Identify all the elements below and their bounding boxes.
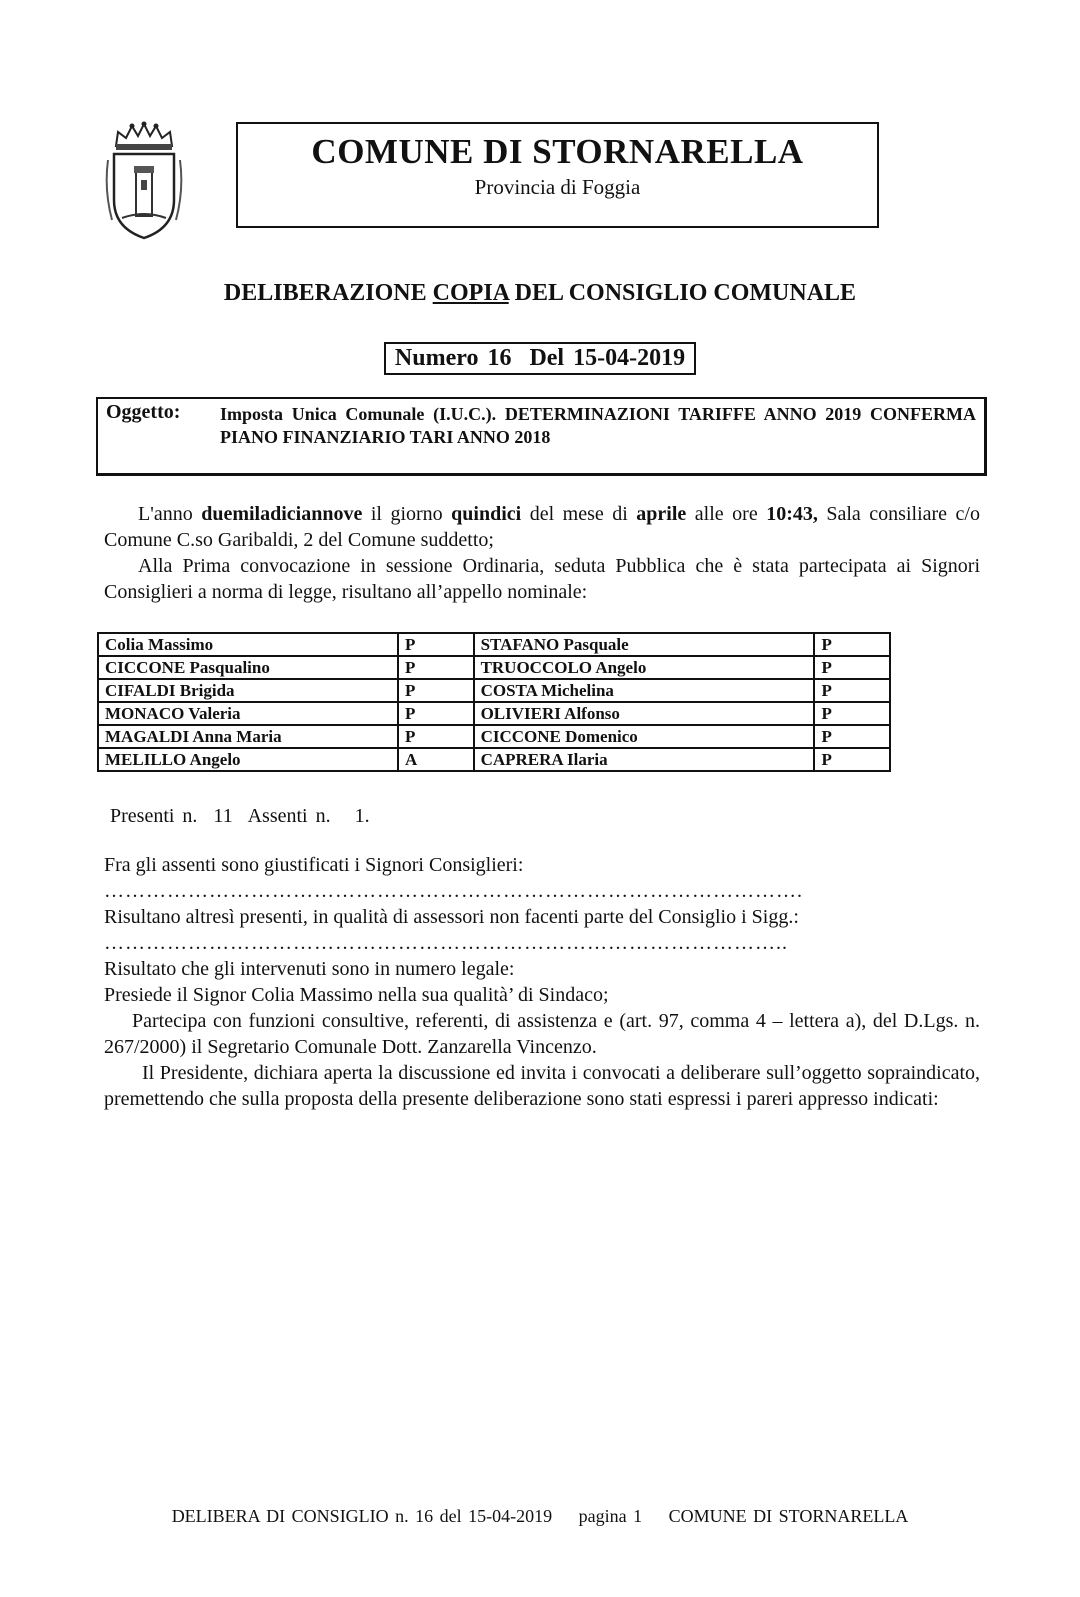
intro-text: del mese di <box>521 503 637 525</box>
discussion-paragraph <box>104 1060 980 1112</box>
attendance-row <box>98 679 890 702</box>
coat-of-arms-icon <box>104 120 184 242</box>
province-subtitle: Provincia di Foggia <box>474 175 641 199</box>
attendance-status: P <box>398 725 474 748</box>
councillor-name: COSTA Michelina <box>474 679 815 702</box>
body-section <box>104 852 980 1112</box>
page-footer <box>0 1506 1080 1527</box>
intro-year: duemiladiciannove <box>201 503 363 525</box>
secretary-text: Partecipa con funzioni consultive, referenti, di assistenza e (art. 97, comma 4 – lettera a), del D.Lgs. n. 267/2000) il Segretario Comunale Dott. Zanzarella Vincenzo. <box>104 1010 980 1058</box>
deliberation-title-part1: DELIBERAZIONE <box>223 280 433 306</box>
quorum-line: Risultato che gli intervenuti sono in numero legale: <box>104 958 515 980</box>
attendance-row <box>98 725 890 748</box>
intro-text: Sala consiliare c/o Comune C.so Garibaldi, 2 del Comune suddetto; <box>104 503 980 551</box>
councillor-name: MELILLO Angelo <box>98 748 398 771</box>
deliberation-title-part3: DEL CONSIGLIO COMUNALE <box>508 280 857 306</box>
attendance-status: P <box>398 656 474 679</box>
footer-municipality: COMUNE DI STORNARELLA <box>668 1506 909 1526</box>
attendance-row <box>98 748 890 771</box>
discussion-text: Il Presidente, dichiara aperta la discussione ed invita i convocati a deliberare sull’oggetto sopraindicato, premettendo che sulla proposta della presente deliberazione sono stati espressi i pareri appresso indicati: <box>104 1062 980 1110</box>
intro-text: il giorno <box>362 503 452 525</box>
intro-section <box>104 501 980 605</box>
president-line: Presiede il Signor Colia Massimo nella sua qualità’ di Sindaco; <box>104 984 609 1006</box>
attendance-status: P <box>398 679 474 702</box>
councillor-name: CICCONE Domenico <box>474 725 815 748</box>
footer-reference: DELIBERA DI CONSIGLIO n. 16 del 15-04-2019 <box>171 1506 553 1526</box>
attendance-table <box>97 632 891 772</box>
secretary-paragraph <box>104 1008 980 1060</box>
intro-time: 10:43, <box>766 503 818 525</box>
subject-box <box>96 397 987 476</box>
attendance-status: A <box>398 748 474 771</box>
attendance-status: P <box>398 702 474 725</box>
footer-page-number: pagina 1 <box>578 1506 643 1526</box>
attendance-row <box>98 633 890 656</box>
intro-month: aprile <box>636 503 687 525</box>
intro-paragraph-1 <box>104 501 980 553</box>
attendance-status: P <box>814 748 890 771</box>
attendance-row <box>98 702 890 725</box>
intro-day: quindici <box>451 503 522 525</box>
intro-text: L'anno <box>138 503 202 525</box>
dotted-line: …………………………………………………………………………………….. <box>104 932 788 954</box>
councillor-name: STAFANO Pasquale <box>474 633 815 656</box>
councillor-name: MONACO Valeria <box>98 702 398 725</box>
councillor-name: CAPRERA Ilaria <box>474 748 815 771</box>
councillor-name: MAGALDI Anna Maria <box>98 725 398 748</box>
deliberation-title-copia: COPIA <box>432 280 509 306</box>
councillor-name: Colia Massimo <box>98 633 398 656</box>
intro-paragraph-2 <box>104 553 980 605</box>
deliberation-title <box>0 280 1080 307</box>
councillor-name: CICCONE Pasqualino <box>98 656 398 679</box>
assessors-line: Risultano altresì presenti, in qualità di assessori non facenti parte del Consiglio i Sigg.: <box>104 906 799 928</box>
attendance-status: P <box>398 633 474 656</box>
intro-text: Alla Prima convocazione in sessione Ordinaria, seduta Pubblica che è stata partecipata ai Signori Consiglieri a norma di legge, risultano all’appello nominale: <box>104 555 980 603</box>
councillor-name: CIFALDI Brigida <box>98 679 398 702</box>
attendance-status: P <box>814 679 890 702</box>
intro-text: alle ore <box>686 503 767 525</box>
councillor-name: TRUOCCOLO Angelo <box>474 656 815 679</box>
subject-label: Oggetto: <box>106 401 181 423</box>
header-box <box>236 122 879 228</box>
attendance-status: P <box>814 702 890 725</box>
attendance-row <box>98 656 890 679</box>
subject-text: Imposta Unica Comunale (I.U.C.). DETERMINAZIONI TARIFFE ANNO 2019 CONFERMA PIANO FINANZIARIO TARI ANNO 2018 <box>220 404 976 447</box>
deliberation-number-box: Numero 16 Del 15-04-2019 <box>384 342 696 375</box>
municipality-title: COMUNE DI STORNARELLA <box>311 132 804 171</box>
councillor-name: OLIVIERI Alfonso <box>474 702 815 725</box>
attendance-status: P <box>814 725 890 748</box>
justified-absent-line: Fra gli assenti sono giustificati i Signori Consiglieri: <box>104 854 524 876</box>
attendance-counts: Presenti n. 11 Assenti n. 1. <box>110 805 370 827</box>
attendance-status: P <box>814 656 890 679</box>
dotted-line: ………………………………………………………………………………………. <box>104 880 803 902</box>
attendance-status: P <box>814 633 890 656</box>
